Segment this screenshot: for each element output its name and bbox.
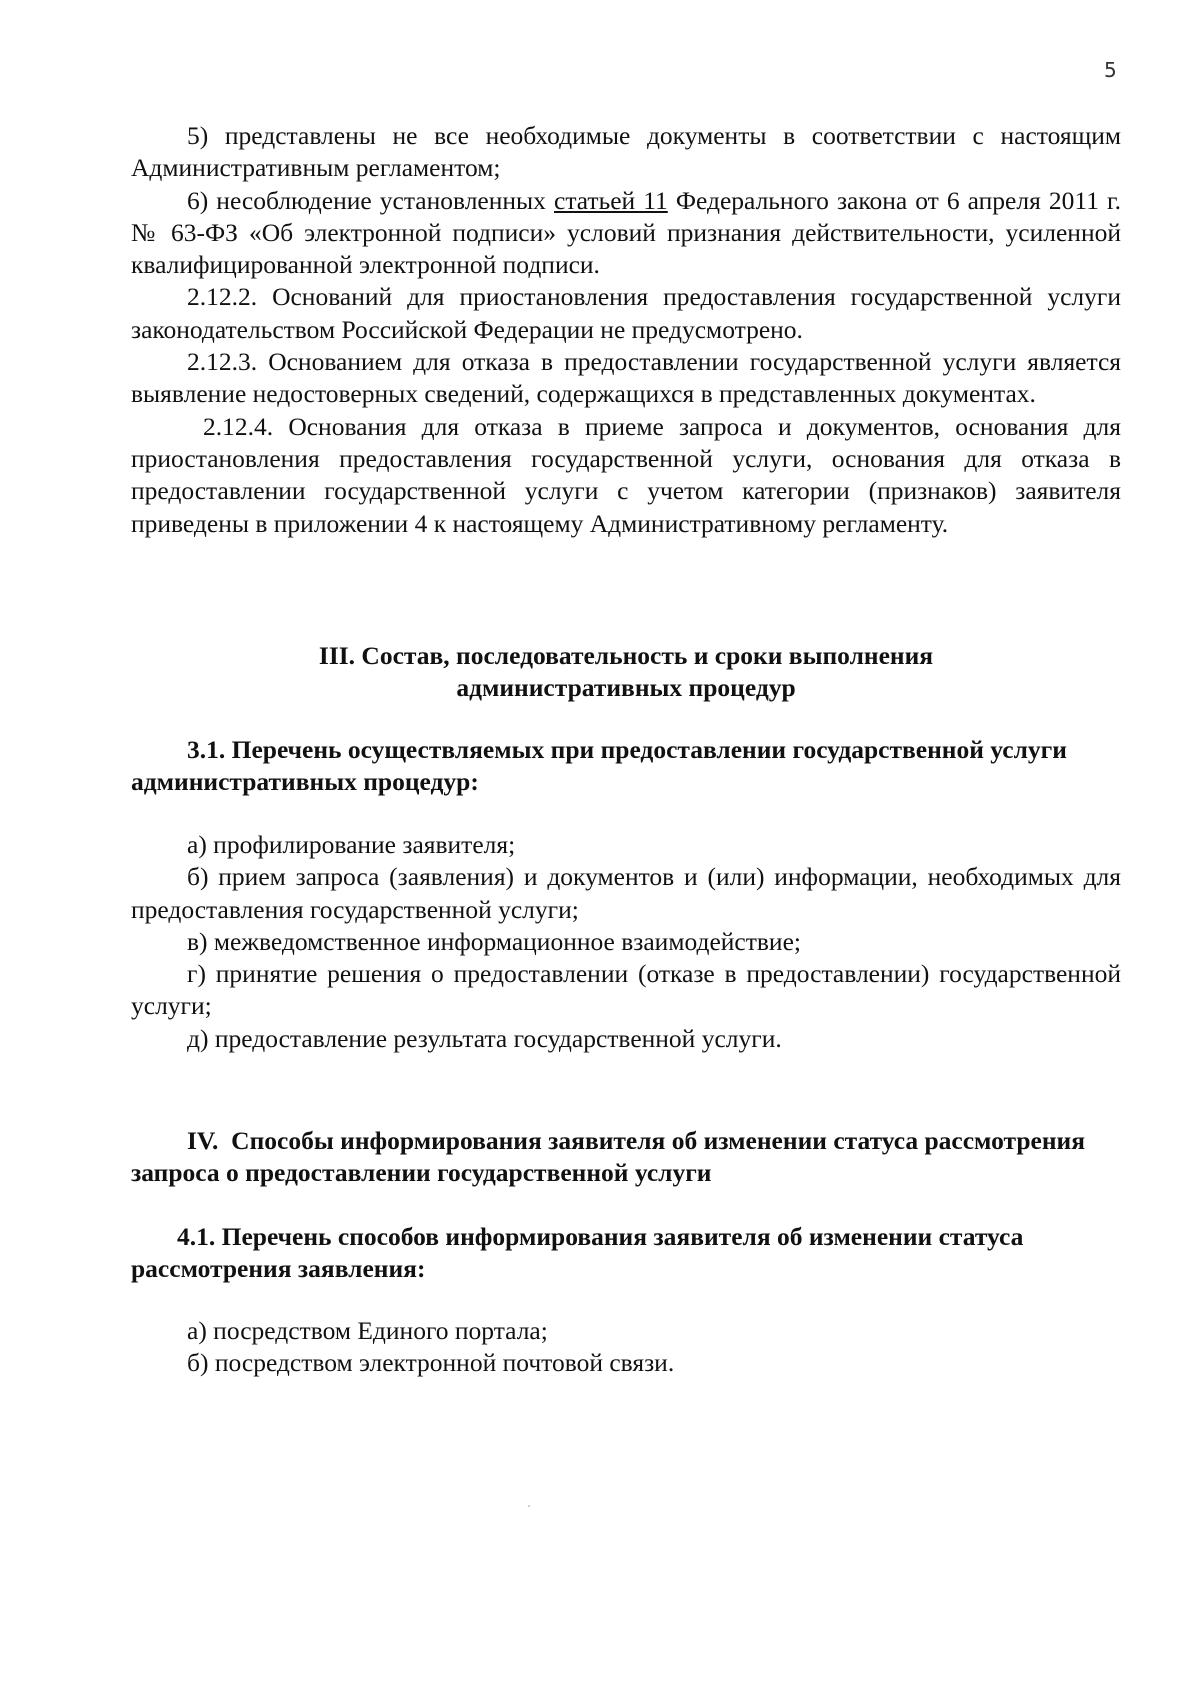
paragraph-2-12-3: 2.12.3. Основанием для отказа в предоставлении государственной услуги является выявление недостоверных сведений, содержащихся в представленных документах. <box>131 347 1121 409</box>
section-3-title: III. Состав, последовательность и сроки выполнения административных процедур <box>318 641 934 703</box>
section-4-title: IV. Способы информирования заявителя об изменении статуса рассмотрения запроса о предоставлении государственной услуги <box>131 1126 1092 1188</box>
procedure-item-a: а) профилирование заявителя; <box>187 830 516 859</box>
paragraph-2-12-2: 2.12.2. Оснований для приостановления предоставления государственной услуги законодательством Российской Федерации не предусмотрено. <box>131 282 1121 344</box>
law-article-link[interactable]: статьей 11 <box>554 185 668 215</box>
procedure-item-d: д) предоставление результата государственной услуги. <box>187 1023 782 1053</box>
section-4-subheading-block <box>131 1221 1121 1286</box>
paragraph-item-6-start: 6) несоблюдение установленных <box>187 185 554 215</box>
section-3-1-title: 3.1. Перечень осуществляемых при предоставлении государственной услуги административных процедур: <box>131 735 1067 797</box>
scan-speck <box>528 1505 530 1507</box>
section-4-list <box>131 1315 1121 1380</box>
paragraph-item-5: 5) представлены не все необходимые документы в соответствии с настоящим Административным регламентом; <box>131 121 1121 183</box>
paragraph-item-6-end: Федерального закона от 6 апреля 2011 г. № 63-ФЗ «Об электронной подписи» условий признания действительности, усиленной квалифицированной электронной подписи. <box>131 185 1121 280</box>
section-3-list <box>131 829 1121 1055</box>
inform-method-a: а) посредством Единого портала; <box>187 1316 548 1345</box>
grounds-paragraphs <box>131 120 1121 540</box>
paragraph-item-6 <box>131 185 1121 282</box>
procedure-item-v: в) межведомственное информационное взаимодействие; <box>187 926 801 956</box>
paragraph-2-12-4: 2.12.4. Основания для отказа в приеме запроса и документов, основания для приостановления предоставления государственной услуги, основания для отказа в предоставлении государственной услуги с учетом категории (признаков) заявителя приведены в приложении 4 к настоящему Административному регламенту. <box>131 411 1121 538</box>
page-number: 5 <box>1104 58 1117 82</box>
section-3-heading-block <box>131 640 1121 705</box>
section-3-subheading-block <box>131 734 1121 799</box>
section-4-1-title: 4.1. Перечень способов информирования заявителя об изменении статуса рассмотрения заявления: <box>131 1222 1024 1284</box>
section-4-heading-block <box>131 1125 1121 1190</box>
procedure-item-g: г) принятие решения о предоставлении (отказе в предоставлении) государственной услуги; <box>131 959 1121 1021</box>
inform-method-b: б) посредством электронной почтовой связи. <box>187 1348 675 1378</box>
procedure-item-b: б) прием запроса (заявления) и документов и (или) информации, необходимых для предоставления государственной услуги; <box>131 862 1121 924</box>
